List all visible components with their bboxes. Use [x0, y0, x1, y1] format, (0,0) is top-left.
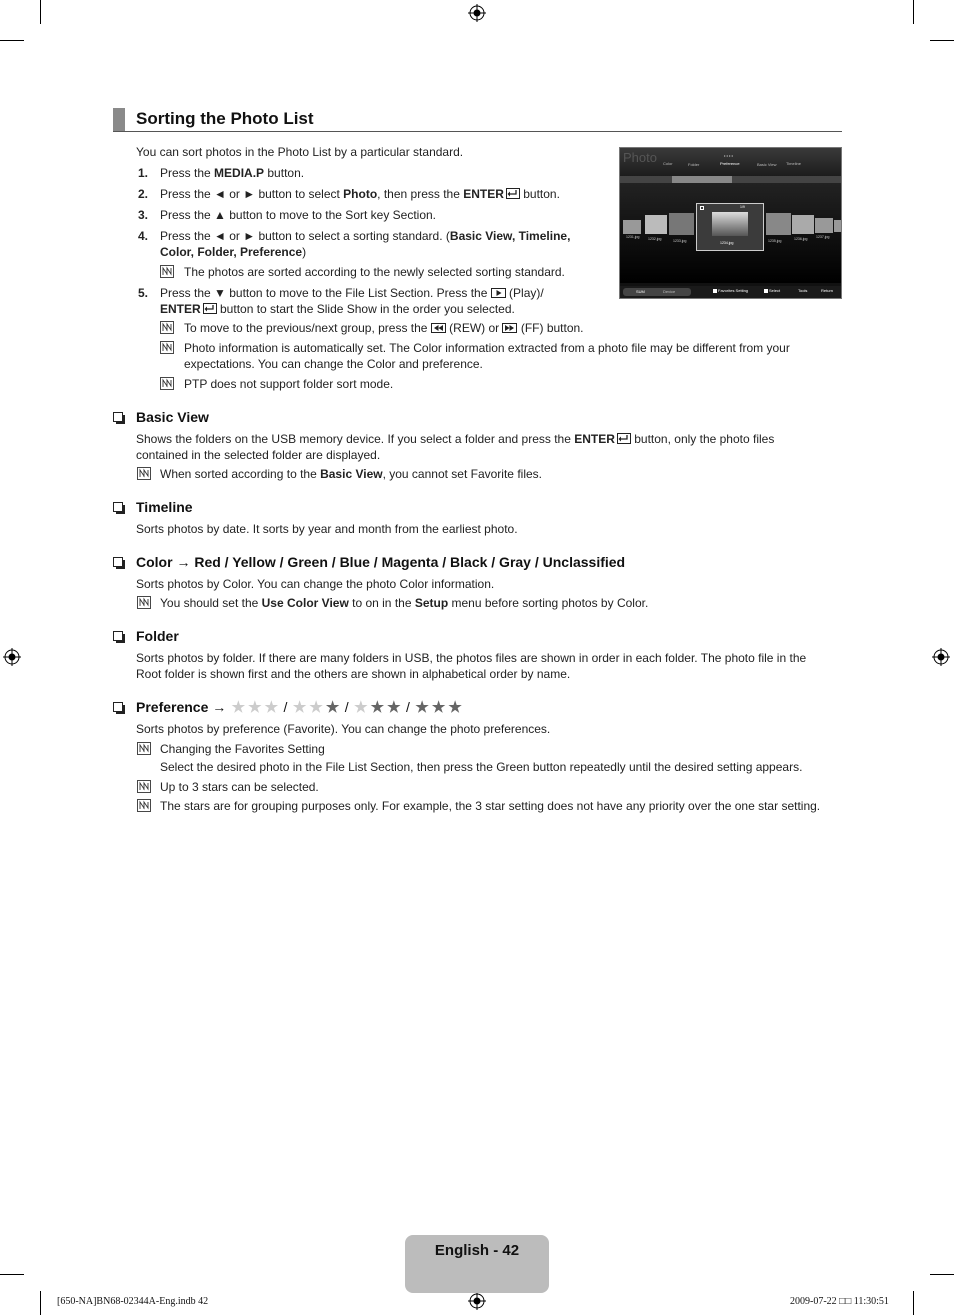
note-icon — [160, 321, 174, 334]
registration-mark-icon — [932, 648, 950, 666]
basic-view-text: Shows the folders on the USB memory device. If you select a folder and press the ENTER button, only the photo files — [136, 432, 775, 446]
note-icon — [137, 742, 151, 755]
timeline-text: Sorts photos by date. It sorts by year and month from the earliest photo. — [136, 522, 518, 536]
step-5-line-1: Press the ▼ button to move to the File List Section. Press the (Play)/ — [160, 286, 544, 300]
thumbnail-image — [712, 212, 748, 236]
thumb-label: 1231.jpg — [626, 235, 640, 239]
star-group — [291, 699, 340, 715]
step-4-line-2: Color, Folder, Preference) — [160, 245, 307, 259]
tv-sort-highlight — [672, 176, 732, 183]
tv-sum: SUM — [636, 289, 645, 294]
tv-tools: Tools — [798, 288, 808, 293]
star-filled-icon: ★ — [448, 699, 462, 716]
thumb-label: 1233.jpg — [673, 239, 687, 243]
tv-tab: Basic View — [757, 162, 777, 167]
thumb-label: 1236.jpg — [794, 237, 808, 241]
star-filled-icon: ★ — [431, 699, 446, 716]
star-filled-icon: ★ — [325, 699, 340, 716]
thumbnail — [815, 218, 833, 233]
preference-text: Sorts photos by preference (Favorite). You can change the photo preferences. — [136, 722, 551, 736]
tv-return: Return — [821, 288, 834, 293]
select-icon — [764, 289, 768, 293]
registration-mark-icon — [468, 1292, 486, 1310]
tv-tab: Color — [663, 161, 673, 166]
star-group — [353, 699, 402, 715]
step-5-line-2: ENTER button to start the Slide Show in the order you selected. — [160, 302, 515, 316]
star-rating-groups — [230, 699, 463, 715]
thumbnail — [623, 220, 641, 234]
note-text: The stars are for grouping purposes only. For example, the 3 star setting does not have any priority over the one star setting. — [160, 799, 821, 813]
enter-key-icon — [617, 433, 631, 444]
section-title-color: Color → Red / Yellow / Green / Blue / Magenta / Black / Gray / Unclassified — [136, 554, 626, 570]
tv-select: Select — [769, 288, 781, 293]
thumb-label: 1234.jpg — [720, 241, 734, 245]
crop-mark — [930, 40, 954, 41]
note-icon — [137, 596, 151, 609]
thumb-label: 1235.jpg — [768, 239, 782, 243]
star-empty-icon: ★ — [354, 699, 368, 716]
note-icon — [160, 377, 174, 390]
ff-key-icon — [502, 323, 517, 333]
step-number: 1. — [138, 166, 149, 180]
section-checkbox-icon — [113, 412, 123, 422]
color-text: Sorts photos by Color. You can change the photo Color information. — [136, 577, 495, 591]
note-icon — [160, 265, 174, 278]
thumb-counter: 1/9 — [740, 205, 745, 209]
thumb-label: 1237.jpg — [816, 235, 830, 239]
green-button-icon — [713, 289, 717, 293]
step-number: 3. — [138, 208, 149, 222]
crop-mark — [913, 1291, 914, 1315]
tv-screen-illustration — [619, 147, 842, 299]
section-checkbox-icon — [113, 502, 123, 512]
section-checkbox-icon — [113, 702, 123, 712]
print-info-right: 2009-07-22 □□ 11:30:51 — [790, 1296, 889, 1307]
step-2: Press the ◄ or ► button to select Photo, then press the ENTER button. — [160, 187, 560, 201]
registration-mark-icon — [3, 648, 21, 666]
page-title: Sorting the Photo List — [136, 109, 314, 128]
folder-text: Sorts photos by folder. If there are many folders in USB, the photos files are shown in order in each folder. The photo file in the — [136, 651, 807, 665]
crop-mark — [40, 1291, 41, 1315]
crop-mark — [0, 40, 24, 41]
note-text: PTP does not support folder sort mode. — [184, 377, 394, 391]
rew-key-icon — [431, 323, 446, 333]
basic-view-text: contained in the selected folder are displayed. — [136, 448, 381, 462]
note-icon — [137, 780, 151, 793]
note-text: When sorted according to the Basic View, you cannot set Favorite files. — [160, 467, 542, 481]
tv-tab: Folder — [688, 162, 700, 167]
thumbnail — [766, 213, 791, 235]
crop-mark — [913, 0, 914, 24]
play-key-icon — [491, 288, 506, 298]
section-checkbox-icon — [113, 631, 123, 641]
step-1: Press the MEDIA.P button. — [160, 166, 305, 180]
tv-title: Photo — [623, 150, 657, 165]
star-separator: / — [406, 699, 410, 715]
note-icon — [137, 467, 151, 480]
tv-device-pill — [623, 288, 691, 296]
tv-device: Device — [663, 289, 676, 294]
note-icon — [160, 341, 174, 354]
enter-key-icon — [203, 303, 217, 314]
thumb-label: 1232.jpg — [648, 237, 662, 241]
heading-bar — [113, 108, 125, 132]
print-info-left: [650-NA]BN68-02344A-Eng.indb 42 — [57, 1296, 209, 1307]
note-subtext: Select the desired photo in the File List Section, then press the Green button repeatedly until the desired setting appears. — [160, 760, 803, 774]
star-filled-icon: ★ — [387, 699, 401, 716]
star-empty-icon: ★ — [248, 699, 262, 716]
section-title-preference: Preference → ★ ★ ★ / ★ ★ ★ / ★ ★ ★ / ★ ★ ★ — [136, 699, 462, 716]
section-title-folder: Folder — [136, 628, 179, 644]
tv-dots: • • • • — [724, 153, 733, 158]
checkbox — [700, 206, 704, 210]
star-separator: / — [344, 699, 349, 715]
step-number: 4. — [138, 229, 149, 243]
star-group — [414, 699, 463, 715]
tv-fav: Favorites Setting — [718, 288, 749, 293]
intro-text: You can sort photos in the Photo List by a particular standard. — [136, 145, 464, 159]
heading-rule — [113, 131, 842, 132]
tv-tab: Timeline — [786, 161, 801, 166]
note-text: To move to the previous/next group, press the (REW) or (FF) button. — [184, 321, 584, 335]
thumbnail — [792, 215, 814, 234]
tv-tab: Preference — [720, 161, 740, 166]
note-text: expectations. You can change the Color and preference. — [184, 357, 483, 371]
section-title-timeline: Timeline — [136, 499, 193, 515]
star-separator: / — [283, 699, 288, 715]
section-title-basic-view: Basic View — [136, 409, 209, 425]
note-text: You should set the Use Color View to on in the Setup menu before sorting photos by Color. — [160, 596, 649, 610]
step-number: 5. — [138, 286, 149, 300]
note-icon — [137, 799, 151, 812]
note-text: Changing the Favorites Setting — [160, 742, 325, 756]
note-text: The photos are sorted according to the newly selected sorting standard. — [184, 265, 565, 279]
star-empty-icon: ★ — [292, 699, 307, 716]
step-3: Press the ▲ button to move to the Sort key Section. — [160, 208, 437, 222]
star-empty-icon: ★ — [264, 699, 279, 716]
star-group — [230, 699, 279, 715]
enter-key-icon — [506, 188, 520, 199]
thumbnail — [834, 220, 842, 232]
star-empty-icon: ★ — [309, 699, 323, 716]
section-checkbox-icon — [113, 557, 123, 567]
thumbnail — [669, 213, 694, 235]
crop-mark — [0, 1274, 24, 1275]
step-number: 2. — [138, 187, 149, 201]
page-number: English - 42 — [434, 1242, 520, 1259]
step-4-line-1: Press the ◄ or ► button to select a sorting standard. (Basic View, Timeline, — [160, 229, 571, 243]
thumbnail — [645, 215, 667, 234]
note-text: Photo information is automatically set. The Color information extracted from a photo file may be different from your — [184, 341, 790, 355]
star-empty-icon: ★ — [231, 699, 246, 716]
registration-mark-icon — [468, 4, 486, 22]
crop-mark — [40, 0, 41, 24]
star-filled-icon: ★ — [415, 699, 429, 716]
folder-text: Root folder is shown first and the others are shown in alphabetical order by name. — [136, 667, 571, 681]
star-filled-icon: ★ — [370, 699, 385, 716]
note-text: Up to 3 stars can be selected. — [160, 780, 319, 794]
crop-mark — [930, 1274, 954, 1275]
